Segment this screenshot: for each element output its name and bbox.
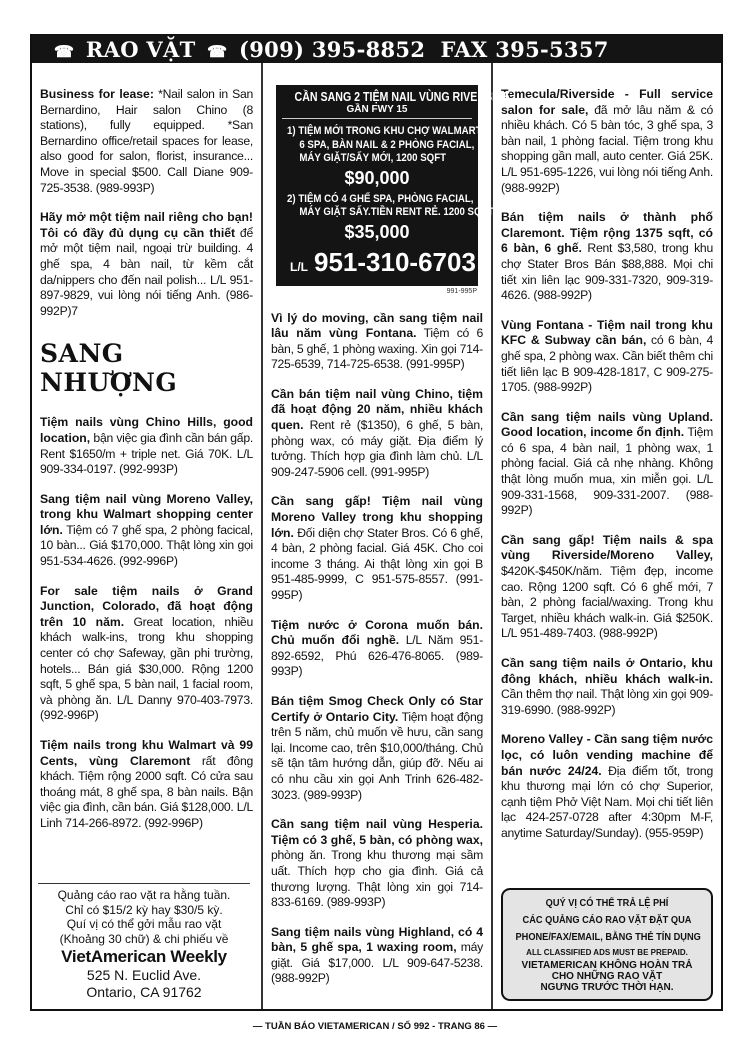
promo-line: Quảng cáo rao vặt ra hằng tuần. <box>57 888 231 903</box>
display-ad-line: MÁY GIẶT SẤY.TIỀN RENT RẺ. 1200 SQFT <box>299 206 494 218</box>
ad-body: Đối diện chợ Stater Bros. Có 6 ghế, 4 bàn, 2 phòng facial. Giá 45K. Cho coi income 3 tháng. Ai thật lòng xin gọi B 951-485-9999, C 951-575-8557. (991-995P) <box>271 525 483 602</box>
promo-line: Quí vị có thể gởi mẫu rao vặt <box>66 917 222 932</box>
ad-headline: Cần bán tiệm nail vùng Chino, tiệm đã hoạt động 20 năm, nhiều khách quen. <box>271 386 483 433</box>
classified-ad <box>40 738 253 832</box>
display-ad-title: CẦN SANG 2 TIỆM NAIL VÙNG RIVERSIDE <box>294 90 510 104</box>
classified-ad <box>40 210 253 319</box>
column-3 <box>493 63 721 1009</box>
display-ad-line: 6 SPA, BÀN NAIL & 2 PHÒNG FACIAL, <box>299 138 475 151</box>
ad-headline: Moreno Valley - Cần sang tiệm nước lọc, có luôn vending machine để bán nước 24/24. <box>501 732 713 778</box>
classified-ad <box>501 87 713 196</box>
ad-body: Địa điểm tốt, trong khu thương mại lớn có chợ Superior, cạnh tiệm Phở Việt Nam. Mọi chi tiết liên lạc 424-257-0728 after 4:30pm M-F, anytime Saturday/Sunday). (955-959P) <box>501 763 713 840</box>
classified-ad <box>501 210 713 304</box>
notice-line: QUÝ VỊ CÓ THỂ TRẢ LỆ PHÍ <box>545 897 669 910</box>
ad-headline: Cần sang gấp! Tiệm nail vùng Moreno Valley trong khu shopping lớn. <box>271 494 483 540</box>
classified-ad <box>271 925 483 987</box>
classified-ad <box>271 694 483 803</box>
ad-body: Great location, nhiều khách walk-ins, trong khu shopping center có chợ Safeway, gần phi trường, hotels... Bán giá $30,000. Rộng 1200 sqft, 5 ghế spa, 5 bàn nail, 1 facial room, và phòng ăn. L/L Danny 970-403-7973. (992-996P) <box>40 614 253 723</box>
ad-headline: Vùng Fontana - Tiệm nail trong khu KFC & Subway cần bán, <box>501 317 713 348</box>
ad-body: Tiệm có 7 ghế spa, 2 phòng facical, 10 bàn... Giá $170,000. Thật lòng xin gọi 951-534-4626. (992-996P) <box>40 522 253 569</box>
ad-body: có 6 bàn, 4 ghế spa, 2 phòng wax. Cần biết thêm chi tiết liên lạc B 909-428-1817, C 909-275-1705. (988-992P) <box>501 333 713 395</box>
classified-ad <box>501 318 713 396</box>
ad-headline: Tiệm nails vùng Chino Hills, good location, <box>40 415 253 445</box>
classified-ad <box>271 494 483 603</box>
classified-ad <box>40 584 253 724</box>
address-line: Ontario, CA 91762 <box>86 984 202 1001</box>
promo-block <box>38 883 250 1001</box>
classified-ad <box>40 87 253 196</box>
ad-body: *Nail salon in San Bernardino, Hair salon Chino (8 stations), fully equipped. *San Bernardino office/retail spaces for lease, also good for salon, florist, insurance... Move in special $500. Call Diane 909-725-3538. (989-993P) <box>40 87 254 195</box>
ad-headline: Sang tiệm nail vùng Moreno Valley, trong khu Walmart shopping center lớn. <box>40 491 253 537</box>
page-footer: — TUẦN BÁO VIETAMERICAN / SỐ 992 - TRANG 86 — <box>252 1021 498 1033</box>
notice-line: NGƯNG TRƯỚC THỜI HẠN. <box>540 982 674 994</box>
phone-prefix: L/L <box>290 259 308 274</box>
ad-body: đã mở lâu năm & có nhiều khách. Có 5 bàn tóc, 3 ghế spa, 3 bàn nail, 1 phòng facial. Tiệm trong khu shopping gần mall, auto center. Giá 25K. L/L 951-695-1226, vui lòng nói tiếng Anh. (988-992P) <box>501 102 713 195</box>
ad-headline: For sale tiệm nails ở Grand Junction, Colorado, đã hoạt động trên 10 năm. <box>40 583 253 629</box>
column-2 <box>263 63 510 1009</box>
display-ad-subtitle: GẦN FWY 15 <box>282 104 472 119</box>
columns <box>32 63 721 1009</box>
classified-ad <box>40 492 253 570</box>
notice-line: PHONE/FAX/EMAIL, BẰNG THẺ TÍN DỤNG <box>515 931 701 944</box>
ad-headline: Hãy mở một tiệm nail riêng cho bạn! Tôi có đầy đủ dụng cụ cần thiết <box>40 210 253 240</box>
notice-line: ALL CLASSIFIED ADS MUST BE PREPAID. <box>526 948 688 958</box>
ad-body: Tiệm hoạt động trên 5 năm, chủ muốn về hưu, cần sang lại. Income cao, trên $10,000/tháng. Chủ sẽ tận tâm hướng dẫn, giúp đỡ. Nếu ai có nhu cầu xin gọi Anh Trinh 626-482-3023. (989-993P) <box>271 709 483 802</box>
display-ad <box>276 85 510 286</box>
classified-ad <box>271 311 483 373</box>
classified-ad <box>271 387 483 481</box>
header-fax: FAX 395-5357 <box>440 37 609 62</box>
ad-headline: Cần sang tiệm nail vùng Hesperia. Tiệm có 3 ghế, 5 bàn, có phòng wax, <box>271 817 483 847</box>
classifieds-page <box>30 34 723 1011</box>
column-1 <box>32 63 263 1009</box>
classified-ad <box>501 533 713 642</box>
ad-code: 991-995P <box>446 287 477 295</box>
promo-line: (Khoảng 30 chữ) & chi phiếu về <box>59 931 229 946</box>
prepaid-notice <box>501 888 713 1001</box>
ad-body: để mở một tiệm nail, ngoại trừ building. 4 ghế spa, 4 bàn nail, từ kềm cắt da/nippers cho đến nail polish... L/L 951-897-9829, vui lòng nói tiếng Anh. (986-992P)7 <box>40 225 253 318</box>
ad-body: Cần thêm thợ nail. Thật lòng xin gọi 909-319-6990. (988-992P) <box>501 687 713 717</box>
ad-headline: Temecula/Riverside - Full service salon for sale, <box>501 87 713 117</box>
ad-headline: Cần sang tiệm nails vùng Upland. Good location, income ổn định. <box>501 409 713 440</box>
classified-ad <box>40 415 253 477</box>
ad-body: Tiệm có 6 bàn, 5 ghế, 1 phòng waxing. Xin gọi 714-725-6539, 714-725-6538. (991-995P) <box>271 326 483 372</box>
ad-body: bận việc gia đình cần bán gấp. Rent $1650/m + triple net. Giá 70K. L/L 909-334-0197. (992-993P) <box>40 430 253 477</box>
ad-body: Rent $3,580, trong khu chợ Stater Bros Bán $88,888. Mọi chi tiết xin liên lạc 909-331-7320, 909-319-4626. (988-992P) <box>501 241 713 303</box>
ad-headline: Sang tiệm nails vùng Highland, có 4 bàn, 5 ghế spa, 1 waxing room, <box>271 924 483 955</box>
classified-ad <box>271 618 483 680</box>
promo-line: Chỉ có $15/2 kỳ hay $30/5 kỳ. <box>65 902 223 917</box>
ad-body: phòng ăn. Trong khu thương mại sầm uất. Thích hợp cho gia đình. Giá cả thương lượng. Thật lòng xin gọi 714-833-6169. (989-993P) <box>271 848 483 910</box>
ad-headline: Vì lý do moving, cần sang tiệm nail lâu năm vùng Fontana. <box>271 310 483 341</box>
address-line: 525 N. Euclid Ave. <box>86 967 202 984</box>
notice-line: CHO NHỮNG RAO VẶT <box>551 971 663 983</box>
display-ad-line: MÁY GIẶT/SẤY MỚI, 1200 SQFT <box>299 152 447 164</box>
phone-fax-icon: ☎ <box>207 42 228 61</box>
ad-headline: Bán tiệm Smog Check Only có Star Certify ở Ontario City. <box>271 693 483 724</box>
section-heading: SANG NHƯỢNG <box>40 339 178 398</box>
display-ad-price: $35,000 <box>344 221 410 242</box>
classified-ad <box>501 732 713 841</box>
notice-line: VIETAMERICAN KHÔNG HOÀN TRẢ <box>521 960 693 972</box>
ad-headline: Cần sang tiệm nails ở Ontario, khu đông khách, nhiều khách walk-in. <box>501 656 713 686</box>
classified-ad <box>271 817 483 911</box>
ad-headline: Tiệm nước ở Corona muốn bán. Chủ muốn đổi nghề. <box>271 617 483 648</box>
ad-headline: Business for lease: <box>40 87 154 101</box>
ad-headline: Cần sang gấp! Tiệm nails & spa vùng Riverside/Moreno Valley, <box>501 532 713 563</box>
header-phone: (909) 395-8852 <box>239 37 426 62</box>
header-title: RAO VẶT <box>85 37 196 62</box>
brand-name: VietAmerican Weekly <box>61 947 227 967</box>
ad-headline: Tiệm nails trong khu Walmart và 99 Cents, vùng Claremont <box>40 738 253 768</box>
phone-number: 951-310-6703 <box>314 246 476 277</box>
display-ad-line: 1) TIỆM MỚI TRONG KHU CHỢ WALMART, <box>287 125 484 137</box>
ad-body: L/L Năm 951-892-6592, Phú 626-476-8065. (989-993P) <box>271 633 483 679</box>
ad-body: máy giặt. Giá $17,000. L/L 909-647-5238. (988-992P) <box>271 940 483 986</box>
classified-ad <box>501 410 713 519</box>
display-ad-line: 2) TIỆM CÓ 4 GHẾ SPA, PHÒNG FACIAL, <box>287 192 474 205</box>
classifieds-header <box>32 36 721 63</box>
display-ad-price: $90,000 <box>344 167 410 188</box>
phone-fax-icon: ☎ <box>54 42 75 61</box>
classified-ad <box>501 656 713 718</box>
ad-body: Rent rẻ ($1350), 6 ghế, 5 bàn, phòng wax, có máy giặt. Địa điểm lý tưởng. Thích hợp gia đình làm chủ. L/L 909-247-5906 cell. (991-995P) <box>271 418 483 479</box>
ad-headline: Bán tiệm nails ở thành phố Claremont. Tiệm rộng 1375 sqft, có 6 bàn, 6 ghế. <box>501 210 713 256</box>
ad-body: Tiệm có 6 spa, 4 bàn nail, 1 phòng wax, 1 phòng facial. Giá cả nhẹ nhàng. Không thật lòng muốn mua, xin miễn gọi. L/L 909-331-1568, 909-331-2007. (988-992P) <box>501 425 713 518</box>
notice-line: CÁC QUẢNG CÁO RAO VẶT ĐẶT QUA <box>522 914 692 927</box>
ad-body: rất đông khách. Tiệm rộng 2000 sqft. Có cửa sau thoáng mát, 8 ghế spa, 8 bàn nails. Bận việc gia đình, cần bán. Giá $128,000. L/L Linh 714-266-8972. (992-996P) <box>40 753 254 830</box>
display-ad-phone <box>280 247 474 282</box>
ad-body: $420K-$450K/năm. Tiệm đẹp, income cao. Rộng 1200 sqft. Có 6 ghế mới, 7 bàn, 2 phòng facial/waxing. Trong khu Target, nhiều khách walk-in. Giá $250K. L/L 951-489-7403. (988-992P) <box>501 564 713 641</box>
